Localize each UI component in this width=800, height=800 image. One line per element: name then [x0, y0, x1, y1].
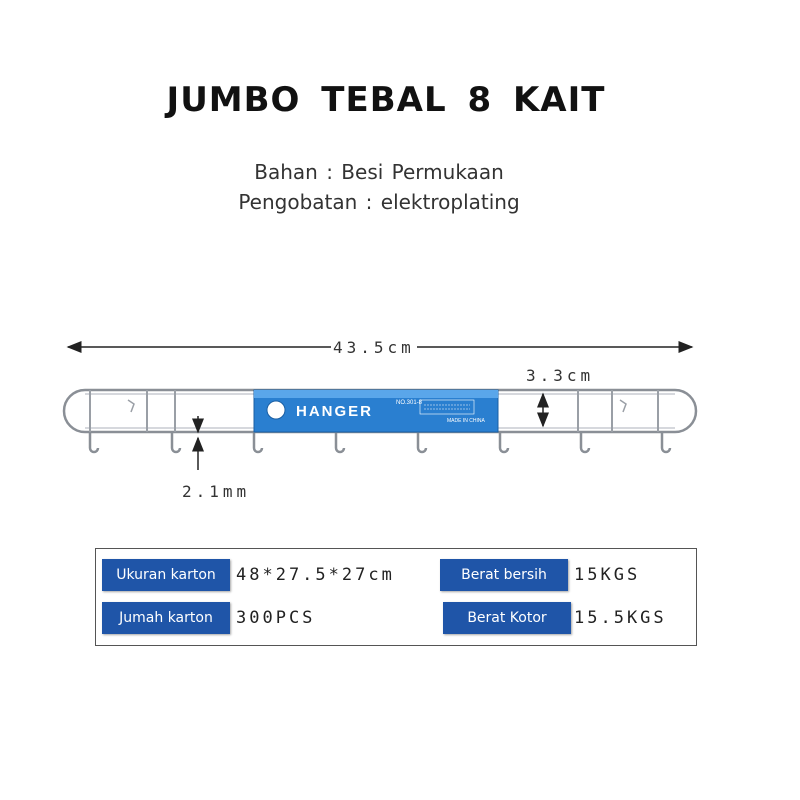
page-title: JUMBO TEBAL 8 KAIT [166, 80, 606, 120]
hook [336, 432, 344, 452]
net-weight-value: 15KGS [574, 565, 641, 585]
carton-quantity-value: 300PCS [236, 608, 316, 628]
label-model: NO.301-8 [396, 400, 423, 406]
hook [418, 432, 426, 452]
product-label [254, 390, 498, 432]
brand-logo-icon [267, 401, 285, 419]
spec-material: Bahan : Besi Permukaan [254, 160, 504, 184]
gross-weight-tag: Berat Kotor [443, 602, 571, 634]
label-made-in: MADE IN CHINA [447, 418, 485, 424]
spec-treatment: Pengobatan : elektroplating [238, 190, 520, 214]
label-brand: HANGER [296, 403, 374, 420]
hook [581, 432, 589, 452]
height-label: 3.3cm [526, 366, 595, 385]
length-label: 43.5cm [333, 338, 415, 357]
hook [172, 432, 180, 452]
wire-thickness-label: 2.1mm [182, 482, 251, 501]
hooks [90, 432, 670, 452]
carton-size-tag: Ukuran karton [102, 559, 230, 591]
carton-size-value: 48*27.5*27cm [236, 565, 395, 585]
hook [90, 432, 98, 452]
carton-quantity-tag: Jumah karton [102, 602, 230, 634]
hook [254, 432, 262, 452]
gross-weight-value: 15.5KGS [574, 608, 667, 628]
hook [500, 432, 508, 452]
hook [662, 432, 670, 452]
net-weight-tag: Berat bersih [440, 559, 568, 591]
packing-info-table [95, 548, 697, 646]
